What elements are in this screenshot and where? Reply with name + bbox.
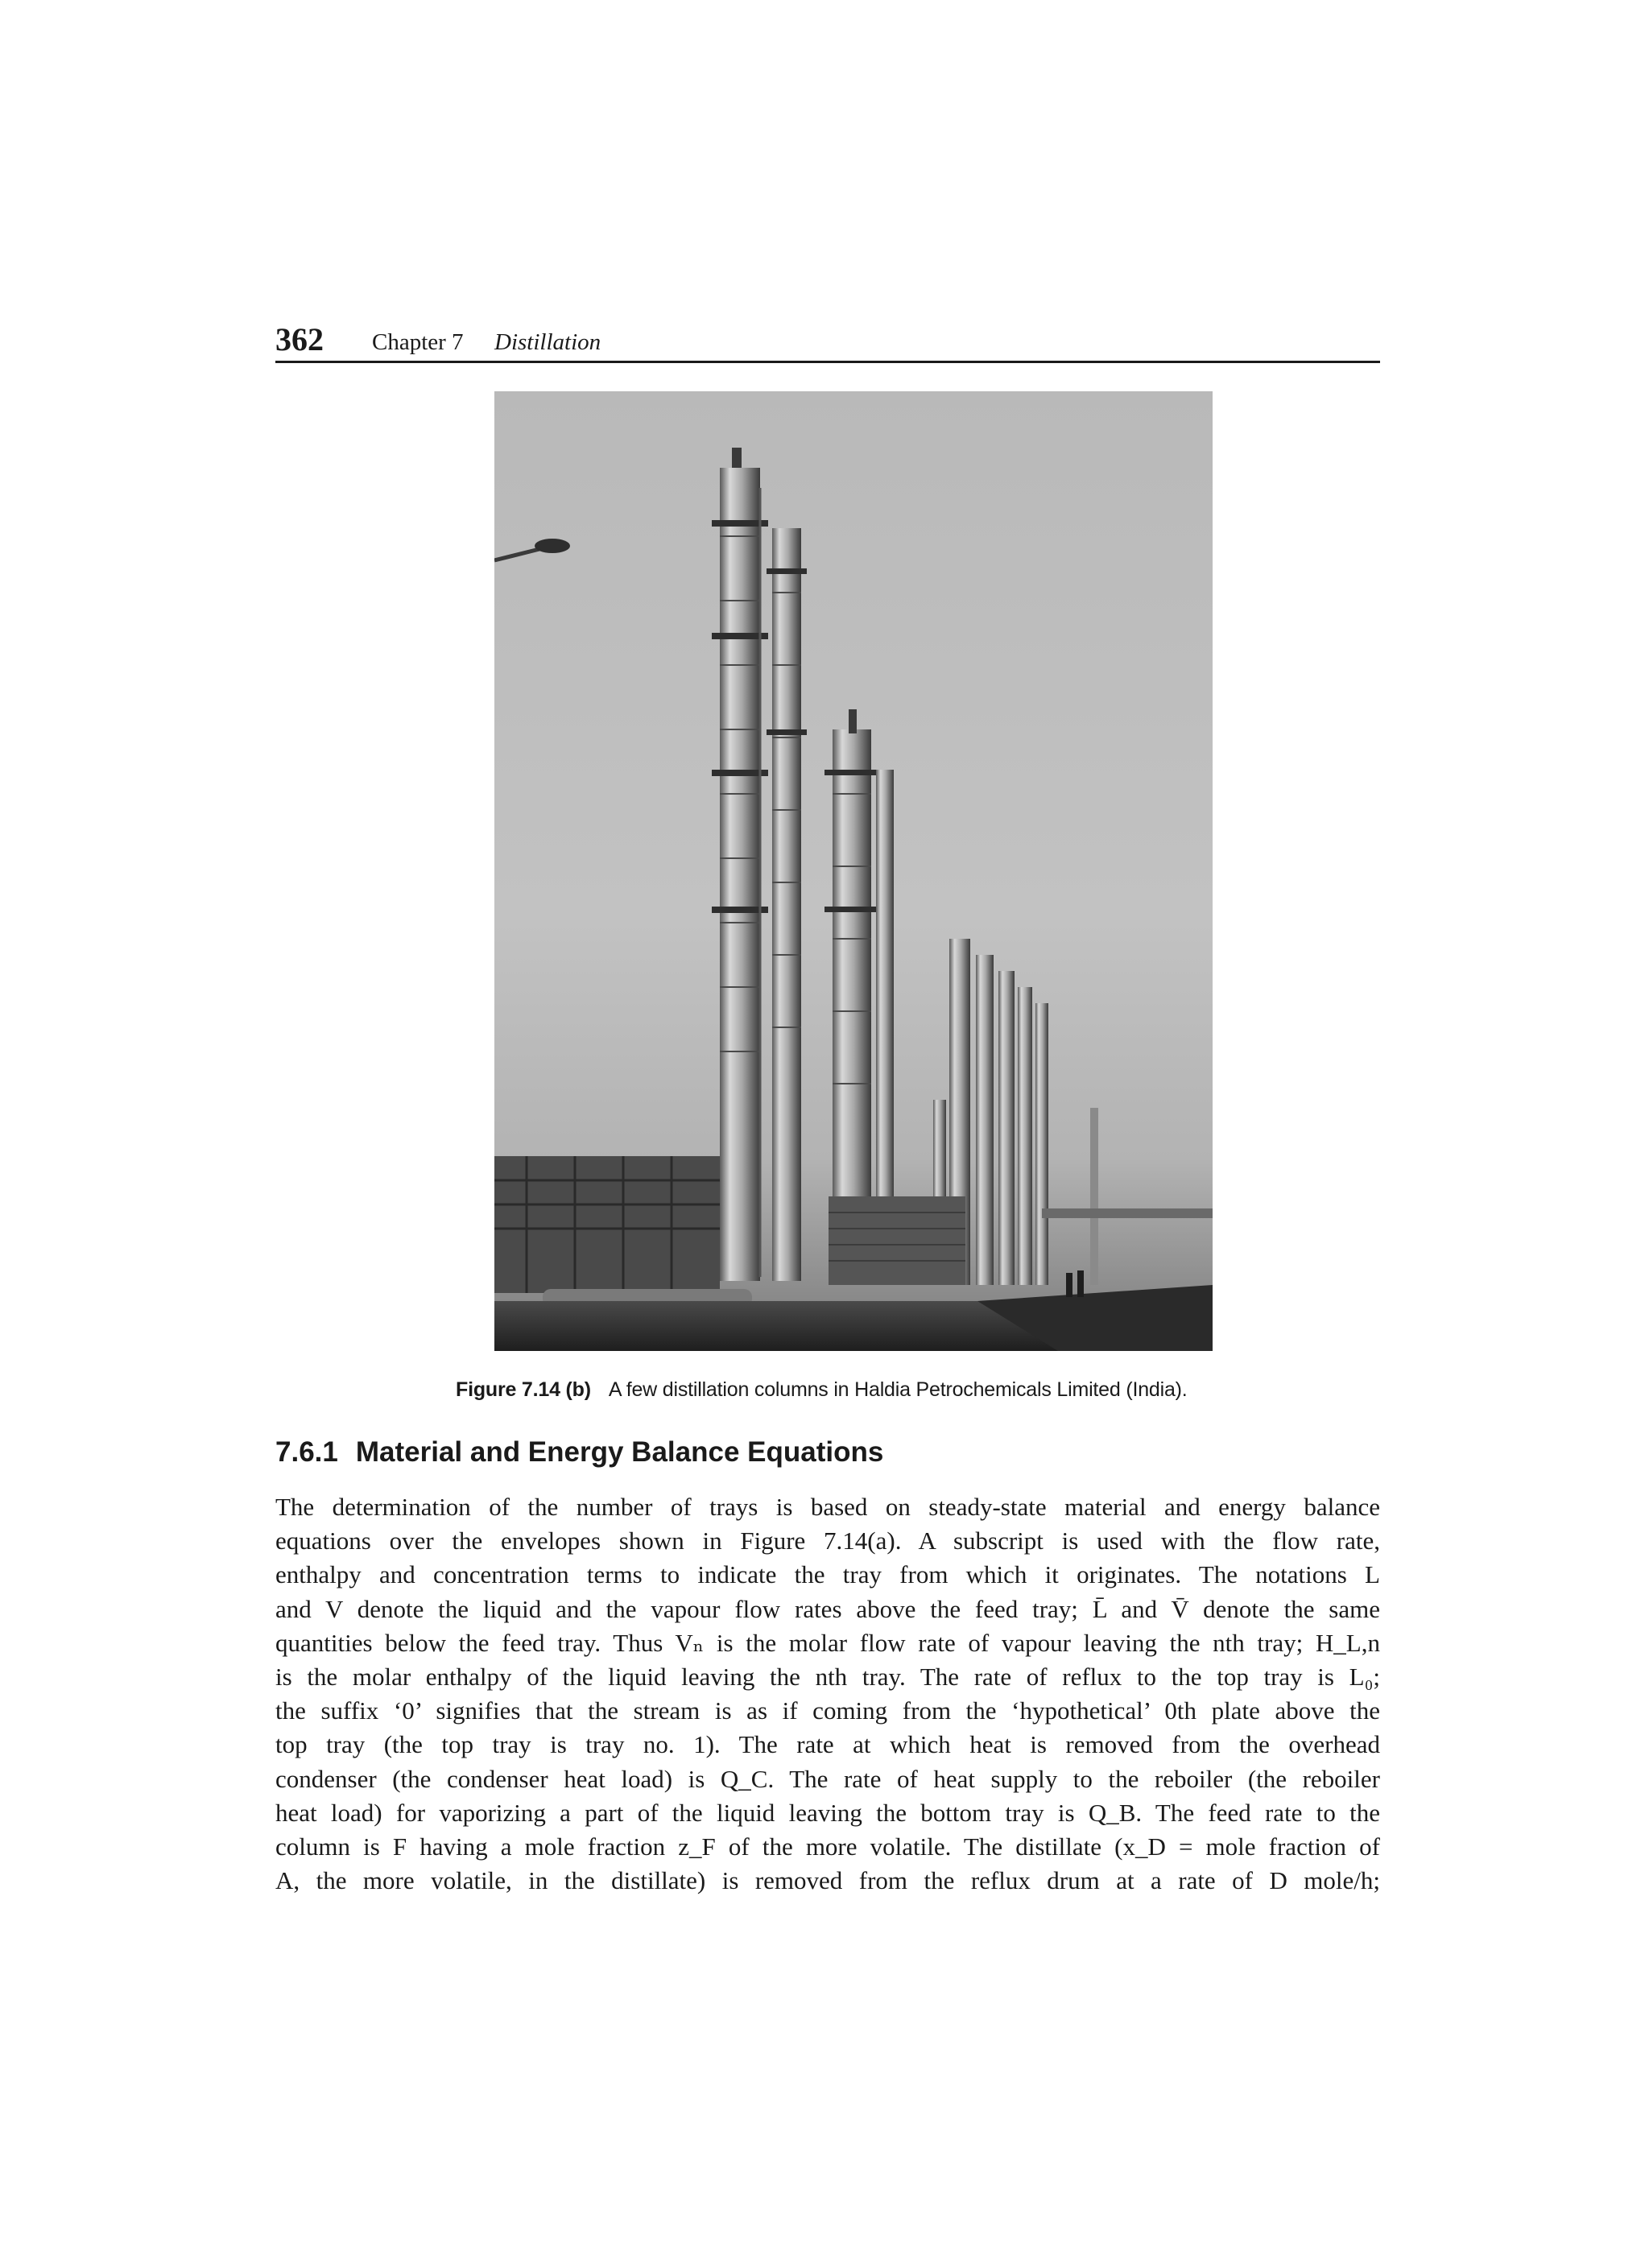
figure-caption-text: A few distillation columns in Haldia Petrochemicals Limited (India). bbox=[608, 1378, 1188, 1401]
paragraph-line: is the molar enthalpy of the liquid leaving the nth tray. The rate of reflux to the top tray is L₀; bbox=[275, 1662, 1380, 1691]
column-tall-2 bbox=[767, 528, 807, 1281]
paragraph-line: quantities below the feed tray. Thus Vₙ is the molar flow rate of vapour leaving the nth tray; H_L,n bbox=[275, 1628, 1380, 1657]
section-heading bbox=[275, 1436, 883, 1469]
column-tall-1 bbox=[712, 448, 768, 1281]
paragraph-line: top tray (the top tray is tray no. 1). The rate at which heat is removed from the overhead bbox=[275, 1730, 1380, 1759]
paragraph-line: The determination of the number of trays is based on steady-state material and energy balance bbox=[275, 1493, 1380, 1521]
paragraph-line: equations over the envelopes shown in Figure 7.14(a). A subscript is used with the flow rate, bbox=[275, 1526, 1380, 1555]
figure-caption-label: Figure 7.14 (b) bbox=[456, 1378, 591, 1401]
paragraph-line: the suffix ‘0’ signifies that the stream is as if coming from the ‘hypothetical’ 0th plate above the bbox=[275, 1696, 1380, 1725]
paragraph-line: condenser (the condenser heat load) is Q_C. The rate of heat supply to the reboiler (the reboiler bbox=[275, 1764, 1380, 1793]
section-title: Material and Energy Balance Equations bbox=[355, 1436, 884, 1468]
body-paragraph bbox=[275, 1490, 1380, 1898]
distillation-columns-photo bbox=[494, 391, 1213, 1351]
paragraph-line: enthalpy and concentration terms to indicate the tray from which it originates. The notations L bbox=[275, 1560, 1380, 1589]
paragraph-line: A, the more volatile, in the distillate) is removed from the reflux drum at a rate of D mole/h; bbox=[275, 1866, 1380, 1895]
chapter-label: Chapter 7 bbox=[372, 329, 464, 355]
figure-caption bbox=[456, 1378, 1188, 1402]
chapter-title: Distillation bbox=[494, 329, 601, 355]
section-number: 7.6.1 bbox=[275, 1436, 338, 1468]
paragraph-line: heat load) for vaporizing a part of the liquid leaving the bottom tray is Q_B. The feed rate to the bbox=[275, 1798, 1380, 1827]
paragraph-line: and V denote the liquid and the vapour flow rates above the feed tray; L̄ and V̄ denote the same bbox=[275, 1594, 1380, 1623]
running-header bbox=[275, 319, 1380, 363]
page-number: 362 bbox=[275, 321, 324, 357]
paragraph-line: column is F having a mole fraction z_F of the more volatile. The distillate (x_D = mole fraction of bbox=[275, 1832, 1380, 1861]
